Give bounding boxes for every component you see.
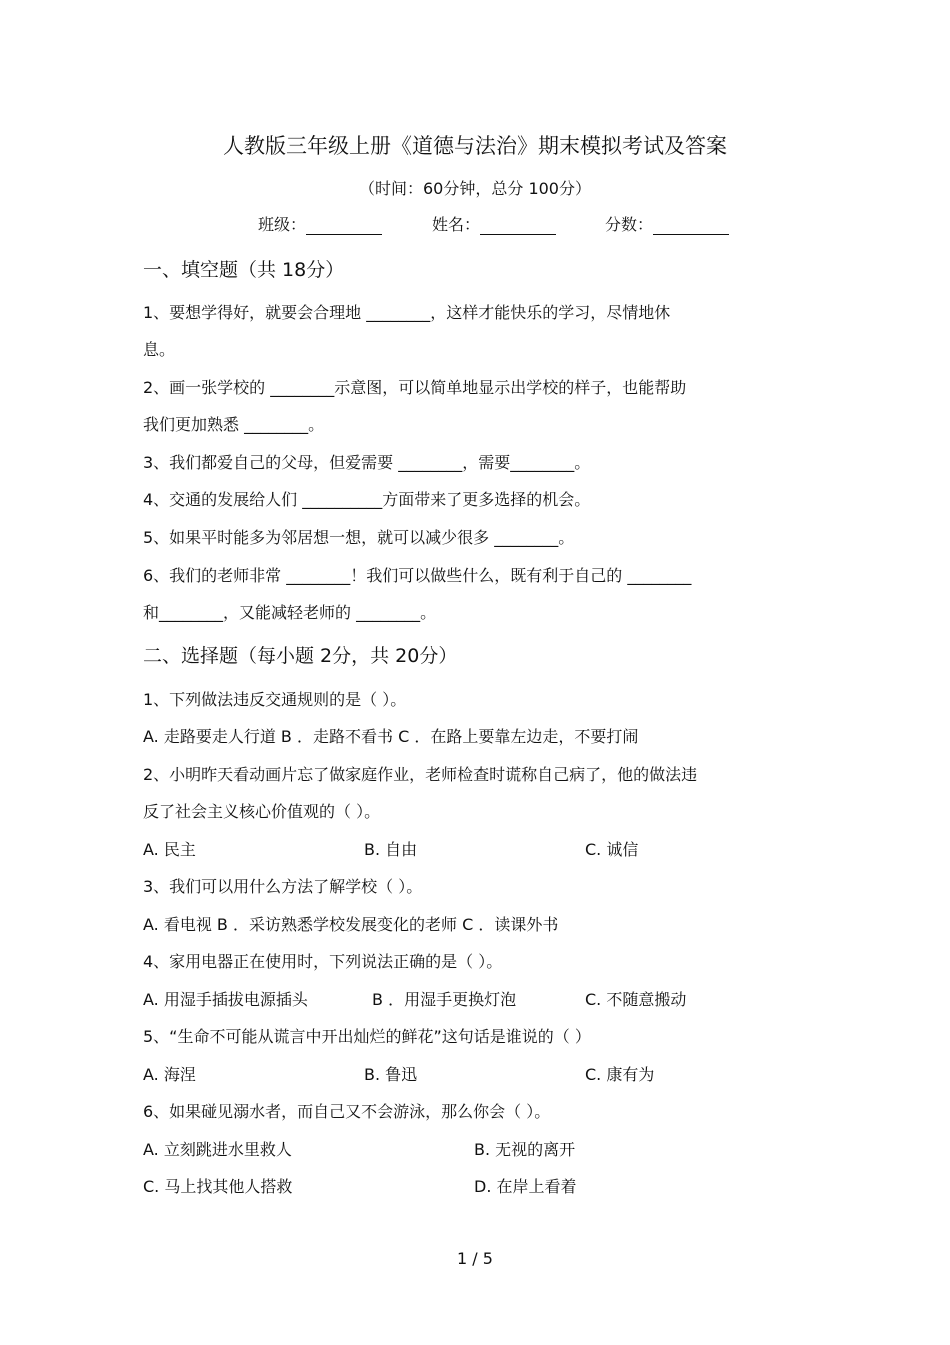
choice-question-1-options: A. 走路要走人行道 B ．走路不看书 C ．在路上要靠左边走，不要打闹 [143,727,639,746]
choice-question-2-option-a: A. 民主 [143,840,196,859]
class-blank [306,216,382,235]
name-field [432,212,556,235]
choice-question-2-option-c: C. 诚信 [585,840,639,859]
choice-question-3-options: A. 看电视 B ．采访熟悉学校发展变化的老师 C ．读课外书 [143,915,559,934]
choice-question-5-option-a: A. 海涅 [143,1065,196,1084]
choice-question-5: 5、“生命不可能从谎言中开出灿烂的鲜花”这句话是谁说的（ ） [143,1027,591,1046]
choice-question-1: 1、下列做法违反交通规则的是（ ）。 [143,690,407,709]
choice-question-6-option-d: D. 在岸上看着 [474,1177,577,1196]
fill-question-2-line-1: 2、画一张学校的 ________示意图，可以简单地显示出学校的样子，也能帮助 [143,378,687,397]
fill-question-5: 5、如果平时能多为邻居想一想，就可以减少很多 ________。 [143,528,575,547]
fill-question-3: 3、我们都爱自己的父母，但爱需要 ________，需要________。 [143,453,591,472]
choice-question-3: 3、我们可以用什么方法了解学校（ ）。 [143,877,423,896]
score-blank [653,216,729,235]
section-heading-fill-blank: 一、填空题（共 18分） [143,259,345,281]
document-title: 人教版三年级上册《道德与法治》期末模拟考试及答案 [223,134,727,158]
fill-question-6-line-1: 6、我们的老师非常 ________！我们可以做些什么，既有利于自己的 ________ [143,566,692,585]
fill-question-6-line-2: 和________，又能减轻老师的 ________。 [143,603,437,622]
choice-question-6-option-b: B. 无视的离开 [474,1140,576,1159]
choice-question-6: 6、如果碰见溺水者，而自己又不会游泳，那么你会（ ）。 [143,1102,551,1121]
exam-time-score: （时间：60分钟，总分 100分） [359,179,591,198]
choice-question-5-option-b: B. 鲁迅 [364,1065,418,1084]
choice-question-4: 4、家用电器正在使用时，下列说法正确的是（ ）。 [143,952,503,971]
fill-question-4: 4、交通的发展给人们 __________方面带来了更多选择的机会。 [143,490,591,509]
choice-question-4-option-a: A. 用湿手插拔电源插头 [143,990,308,1009]
class-field [258,212,382,235]
choice-question-5-option-c: C. 康有为 [585,1065,655,1084]
page-number: 1 / 5 [457,1249,493,1268]
choice-question-6-option-a: A. 立刻跳进水里救人 [143,1140,292,1159]
choice-question-4-option-c: C. 不随意搬动 [585,990,687,1009]
name-label: 姓名： [432,215,481,234]
choice-question-2-line-1: 2、小明昨天看动画片忘了做家庭作业，老师检查时谎称自己病了，他的做法违 [143,765,698,784]
fill-question-1-line-1: 1、要想学得好，就要会合理地 ________，这样才能快乐的学习，尽情地休 [143,303,671,322]
choice-question-6-option-c: C. 马上找其他人搭救 [143,1177,293,1196]
score-label: 分数： [605,215,654,234]
fill-question-1-line-2: 息。 [143,340,176,359]
section-heading-choice: 二、选择题（每小题 2分，共 20分） [143,645,458,667]
choice-question-2-line-2: 反了社会主义核心价值观的（ ）。 [143,802,381,821]
name-blank [480,216,556,235]
score-field [605,212,729,235]
choice-question-4-option-b: B ．用湿手更换灯泡 [372,990,517,1009]
fill-question-2-line-2: 我们更加熟悉 ________。 [143,415,325,434]
class-label: 班级： [258,215,307,234]
choice-question-2-option-b: B. 自由 [364,840,418,859]
